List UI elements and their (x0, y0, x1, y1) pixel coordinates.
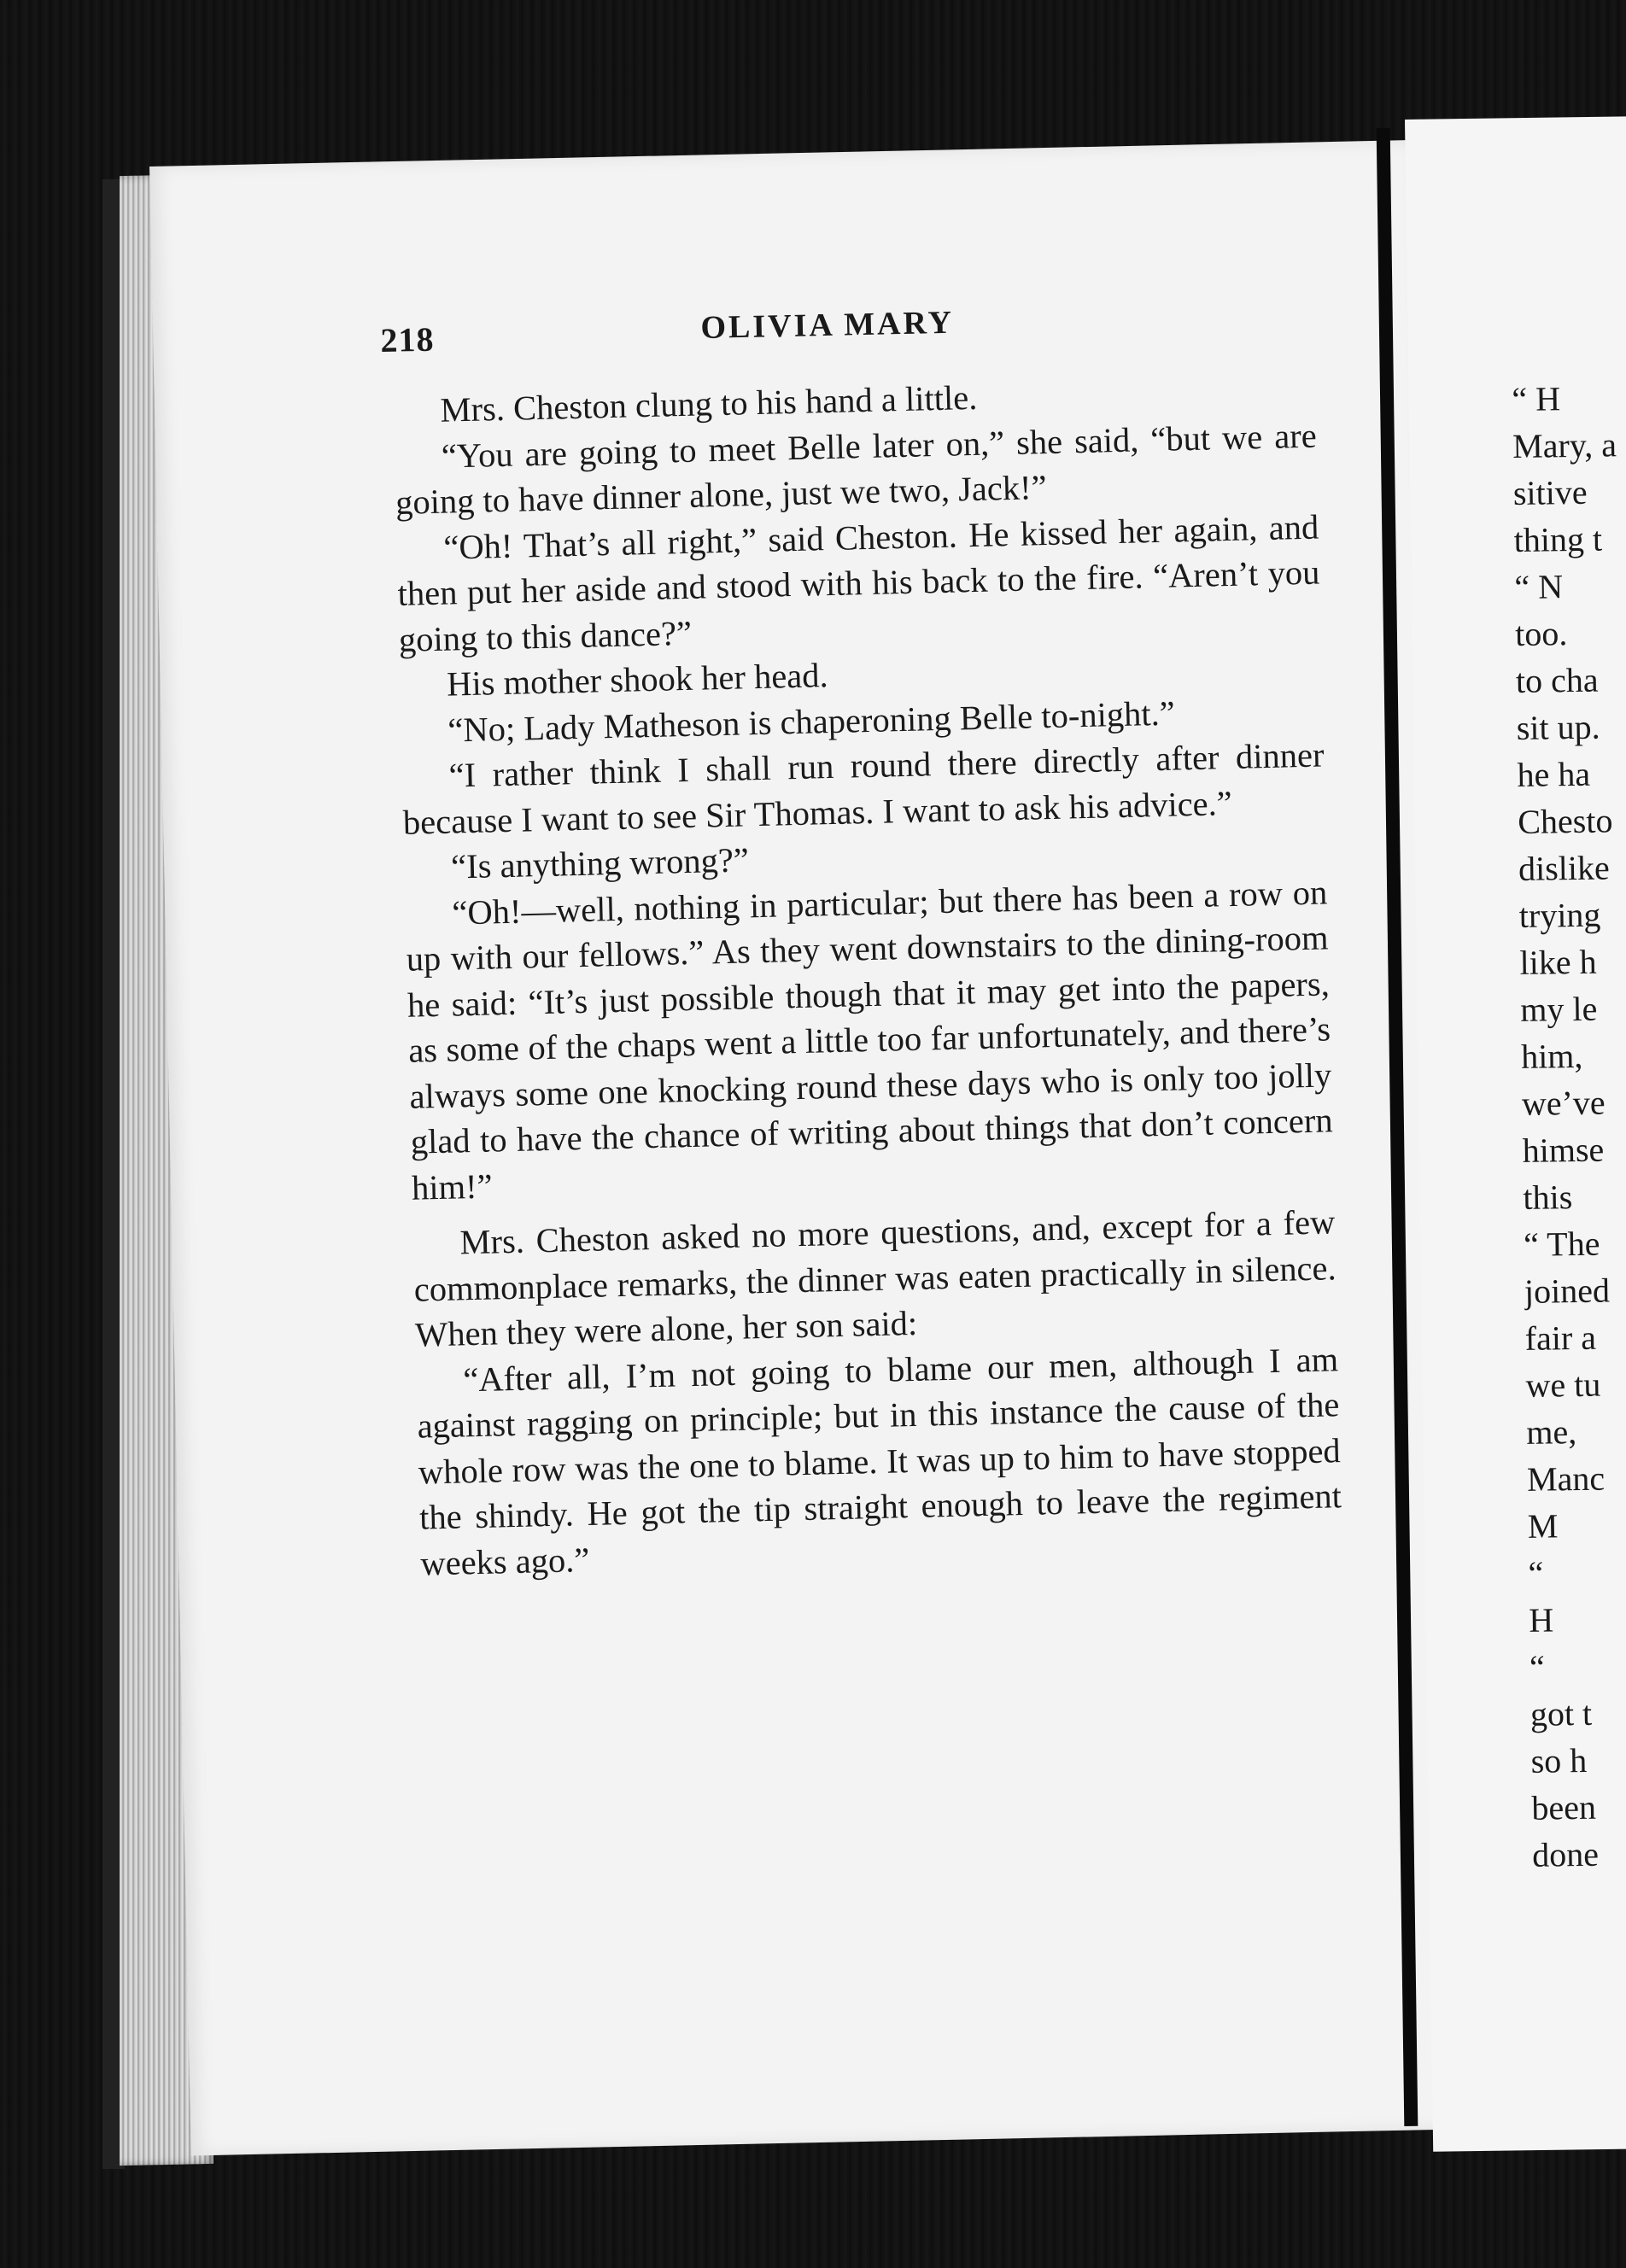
right-line: this (1523, 1178, 1573, 1217)
running-head: OLIVIA MARY (700, 304, 955, 346)
right-line: dislike (1518, 848, 1611, 888)
paragraph: “You are going to meet Belle later on,” she said, “but we are going to have dinner alone, just we two, Jack!” (395, 416, 1318, 522)
right-line: me, (1525, 1412, 1577, 1452)
right-line: M (1527, 1506, 1559, 1546)
right-line: joined (1524, 1271, 1611, 1311)
paragraph: “Oh!—well, nothing in particular; but there has been a row on up with our fellows.” As they went downstairs to the dining-room he said: “It’s just possible though that it may get into the papers, as some of the chaps went a little too far unfortunately, and there’s always some one knocking round these days who is only too jolly glad to have the chance of writing about things that don’t concern him!” (406, 872, 1334, 1207)
right-line: he ha (1517, 754, 1591, 794)
right-line: sit up. (1516, 707, 1600, 747)
right-page-text (1512, 374, 1626, 1879)
paragraph: “Oh! That’s all right,” said Cheston. He kissed her again, and then put her aside and stood with his back to the fire. “Aren’t you going to this dance?” (397, 507, 1320, 659)
page-number: 218 (380, 319, 435, 359)
paragraph: His mother shook her head. (446, 656, 829, 704)
paragraph: Mrs. Cheston clung to his hand a little. (440, 377, 978, 430)
right-line: sitive (1512, 472, 1588, 512)
paragraph: “No; Lady Matheson is chaperoning Belle to-night.” (447, 693, 1176, 750)
right-line: “ (1529, 1647, 1546, 1686)
paragraph: Mrs. Cheston asked no more questions, and, except for a few commonplace remarks, the dinner was eaten practically in silence. When they were alone, her son said: (413, 1202, 1337, 1354)
right-line: been (1531, 1787, 1597, 1827)
right-line: Manc (1526, 1458, 1606, 1499)
paragraph: “After all, I’m not going to blame our men, although I am against ragging on principle; but in this instance the cause of the whole row was the one to blame. It was up to him to have stopped the shindy. He got the tip straight enough to leave the regiment weeks ago.” (417, 1339, 1342, 1583)
paragraph: “I rather think I shall run round there directly after dinner because I want to see Sir Thomas. I want to ask his advice.” (402, 735, 1325, 842)
right-line: fair a (1524, 1318, 1597, 1358)
right-line: we tu (1525, 1365, 1601, 1405)
right-line: my le (1520, 989, 1598, 1029)
right-line: too. (1514, 614, 1568, 653)
right-line: himse (1522, 1130, 1605, 1170)
right-line: trying (1518, 895, 1601, 935)
body-text (393, 367, 1343, 1587)
right-line: got t (1529, 1693, 1593, 1733)
right-line: “ (1528, 1553, 1544, 1593)
right-line: like h (1519, 942, 1597, 982)
right-line: done (1531, 1834, 1600, 1874)
right-line: so h (1530, 1740, 1588, 1780)
right-line: “ H (1512, 379, 1561, 418)
paragraph: “Is anything wrong?” (450, 840, 750, 886)
right-line: “ N (1514, 567, 1564, 606)
right-line: Chesto (1517, 801, 1613, 841)
right-line: H (1529, 1600, 1554, 1640)
right-line: Mary, a (1512, 425, 1617, 465)
right-line: him, (1520, 1036, 1583, 1076)
right-line: thing t (1513, 519, 1603, 559)
right-line: to cha (1515, 660, 1599, 700)
right-line: “ The (1523, 1224, 1600, 1264)
right-line: we’ve (1521, 1083, 1606, 1123)
